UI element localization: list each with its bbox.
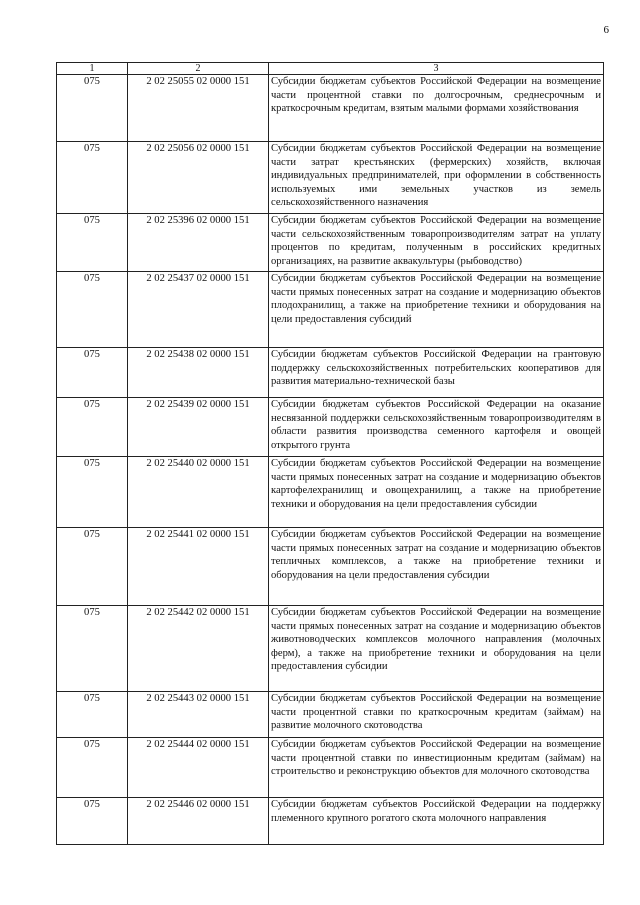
- description-cell: Субсидии бюджетам субъектов Российской Федерации на возмещение части процентной ставки по долгосрочным, среднесрочным и краткосрочным кредитам, взятым малыми формами хозяйствования: [269, 75, 604, 142]
- description-cell: Субсидии бюджетам субъектов Российской Федерации на возмещение части прямых понесенных затрат на создание и модернизацию объектов тепличных комплексов, а также на приобретение техники и оборудования на цели предоставления субсидии: [269, 528, 604, 606]
- description-cell: Субсидии бюджетам субъектов Российской Федерации на возмещение части процентной ставки по краткосрочным кредитам (займам) на развитие молочного скотоводства: [269, 692, 604, 738]
- table-row: [57, 272, 604, 348]
- table-row: [57, 692, 604, 738]
- description-cell: Субсидии бюджетам субъектов Российской Федерации на возмещение части процентной ставки по инвестиционным кредитам (займам) на строительство и реконструкцию объектов для молочного скотоводства: [269, 738, 604, 798]
- admin-code-cell: 075: [57, 798, 128, 845]
- table-row: [57, 606, 604, 692]
- budget-code-cell: 2 02 25441 02 0000 151: [128, 528, 269, 606]
- description-cell: Субсидии бюджетам субъектов Российской Федерации на грантовую поддержку сельскохозяйственных потребительских кооперативов для развития материально-технической базы: [269, 348, 604, 398]
- table-row: [57, 398, 604, 457]
- budget-code-cell: 2 02 25440 02 0000 151: [128, 457, 269, 528]
- table-row: [57, 738, 604, 798]
- budget-code-cell: 2 02 25056 02 0000 151: [128, 142, 269, 214]
- budget-code-cell: 2 02 25396 02 0000 151: [128, 214, 269, 272]
- admin-code-cell: 075: [57, 398, 128, 457]
- column-header-2: 2: [128, 63, 269, 75]
- admin-code-cell: 075: [57, 214, 128, 272]
- budget-classification-table: [56, 62, 604, 845]
- budget-code-cell: 2 02 25055 02 0000 151: [128, 75, 269, 142]
- admin-code-cell: 075: [57, 348, 128, 398]
- budget-code-cell: 2 02 25443 02 0000 151: [128, 692, 269, 738]
- admin-code-cell: 075: [57, 457, 128, 528]
- description-cell: Субсидии бюджетам субъектов Российской Федерации на возмещение части прямых понесенных затрат на создание и модернизацию объектов животноводческих комплексов молочного направления (молочных ферм), а также на приобретение техники и оборудования на цели предоставления субсидии: [269, 606, 604, 692]
- table-row: [57, 457, 604, 528]
- description-cell: Субсидии бюджетам субъектов Российской Федерации на оказание несвязанной поддержки сельскохозяйственным товаропроизводителям в области развития производства семенного картофеля и овощей открытого грунта: [269, 398, 604, 457]
- budget-code-cell: 2 02 25446 02 0000 151: [128, 798, 269, 845]
- table-row: [57, 528, 604, 606]
- description-cell: Субсидии бюджетам субъектов Российской Федерации на возмещение части прямых понесенных затрат на создание и модернизацию объектов картофелехранилищ и овощехранилищ, а также на приобретение техники и оборудования на цели предоставления субсидии: [269, 457, 604, 528]
- budget-code-cell: 2 02 25442 02 0000 151: [128, 606, 269, 692]
- column-header-3: 3: [269, 63, 604, 75]
- table-row: [57, 348, 604, 398]
- admin-code-cell: 075: [57, 142, 128, 214]
- admin-code-cell: 075: [57, 606, 128, 692]
- admin-code-cell: 075: [57, 75, 128, 142]
- admin-code-cell: 075: [57, 738, 128, 798]
- page-number: 6: [603, 24, 609, 36]
- table-row: [57, 75, 604, 142]
- table-row: [57, 214, 604, 272]
- table-row: [57, 798, 604, 845]
- budget-code-cell: 2 02 25444 02 0000 151: [128, 738, 269, 798]
- budget-code-cell: 2 02 25439 02 0000 151: [128, 398, 269, 457]
- description-cell: Субсидии бюджетам субъектов Российской Федерации на поддержку племенного крупного рогатого скота молочного направления: [269, 798, 604, 845]
- description-cell: Субсидии бюджетам субъектов Российской Федерации на возмещение части затрат крестьянских (фермерских) хозяйств, включая индивидуальных предпринимателей, при оформлении в собственность используемых ими земельных участков из земель сельскохозяйственного назначения: [269, 142, 604, 214]
- admin-code-cell: 075: [57, 692, 128, 738]
- column-header-1: 1: [57, 63, 128, 75]
- table-row: [57, 142, 604, 214]
- budget-code-cell: 2 02 25437 02 0000 151: [128, 272, 269, 348]
- admin-code-cell: 075: [57, 272, 128, 348]
- description-cell: Субсидии бюджетам субъектов Российской Федерации на возмещение части прямых понесенных затрат на создание и модернизацию объектов плодохранилищ, а также на приобретение техники и оборудования на цели предоставления субсидий: [269, 272, 604, 348]
- table-header-row: [57, 63, 604, 75]
- admin-code-cell: 075: [57, 528, 128, 606]
- description-cell: Субсидии бюджетам субъектов Российской Федерации на возмещение части сельскохозяйственным товаропроизводителям затрат на уплату процентов по кредитам, полученным в российских кредитных организациях, на развитие аквакультуры (рыбоводство): [269, 214, 604, 272]
- budget-code-cell: 2 02 25438 02 0000 151: [128, 348, 269, 398]
